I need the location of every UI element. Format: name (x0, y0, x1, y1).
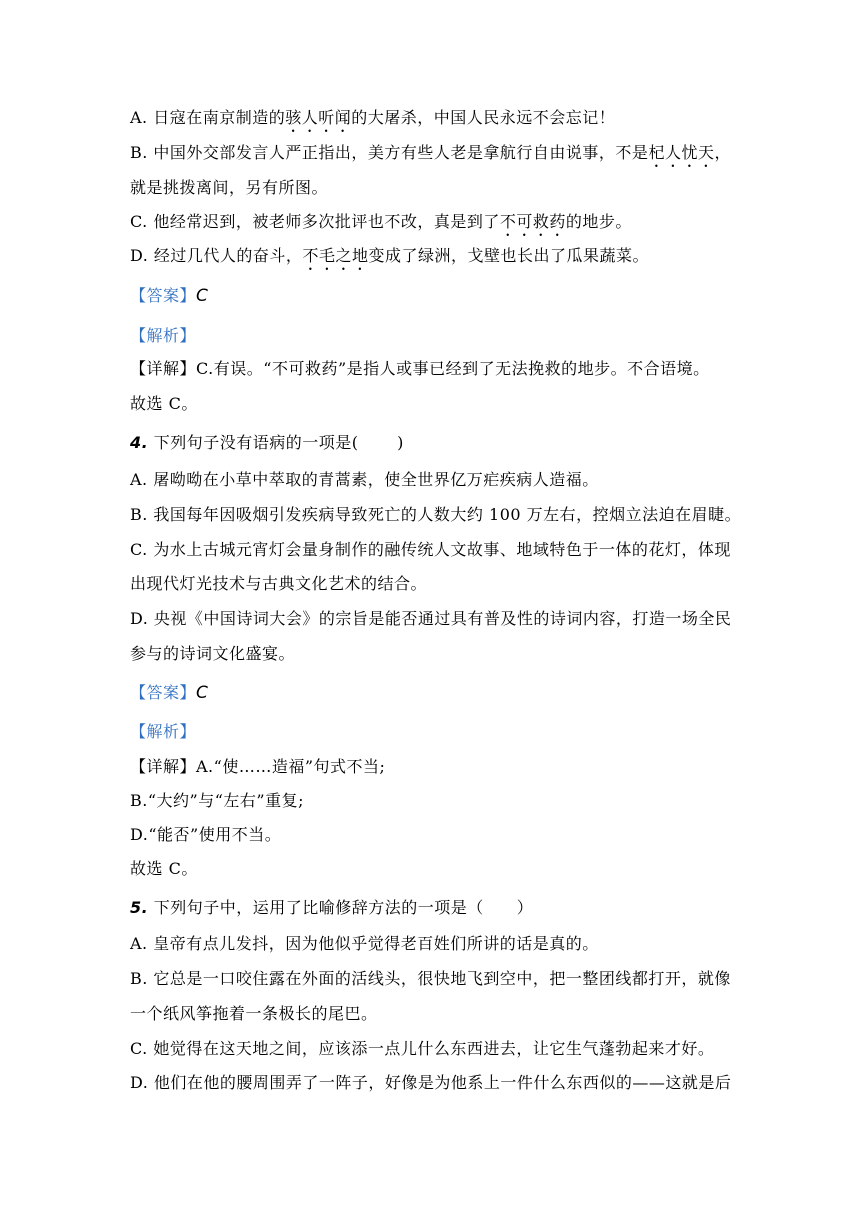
q4-answer (130, 681, 740, 705)
answer-value: C (196, 286, 209, 306)
q4-detail-b: B.“大约”与“左右”重复; (130, 791, 304, 810)
q3-option-b (130, 141, 740, 171)
option-text: 变成了绿洲，戈壁也长出了瓜果蔬菜。 (368, 246, 649, 265)
q4-detail-d: D.“能否”使用不当。 (130, 825, 282, 844)
analysis-tag: 【解析】 (130, 722, 197, 741)
emphasized-phrase: 骇人听闻 (285, 108, 352, 127)
q4-conclusion: 故选 C。 (130, 859, 198, 878)
q5-option-d: D. 他们在他的腰周围弄了一阵子，好像是为他系上一件什么东西似的——这就是后 (130, 1073, 732, 1092)
emphasized-phrase: 杞人忧天 (648, 143, 715, 162)
emphasized-phrase: 不毛之地 (302, 246, 369, 265)
option-text: B. 中国外交部发言人严正指出，美方有些人老是拿航行自由说事，不是 (130, 143, 649, 162)
q5-option-b: B. 它总是一口咬住露在外面的活线头，很快地飞到空中，把一整团线都打开，就像 (130, 969, 731, 988)
analysis-tag: 【解析】 (130, 326, 197, 345)
q3-option-d (130, 244, 740, 274)
q4-option-b: B. 我国每年因吸烟引发疾病导致死亡的人数大约 100 万左右，控烟立法迫在眉睫。 (130, 505, 742, 524)
q4-analysis-tag (130, 720, 740, 744)
option-text: 的大屠杀，中国人民永远不会忘记！ (351, 108, 616, 127)
q5-option-a: A. 皇帝有点儿发抖，因为他似乎觉得老百姓们所讲的话是真的。 (130, 934, 599, 953)
option-text: A. 日寇在南京制造的 (130, 108, 286, 127)
q3-option-a (130, 106, 740, 136)
option-text: D. 经过几代人的奋斗， (130, 246, 303, 265)
q4-detail-a: 【详解】A.“使……造福”句式不当; (130, 757, 386, 776)
q3-answer (130, 284, 740, 308)
option-text: ， (714, 143, 731, 162)
question-number: 5. (130, 898, 149, 917)
q4-option-c-cont: 出现代灯光技术与古典文化艺术的结合。 (130, 574, 428, 593)
q3-conclusion: 故选 C。 (130, 394, 198, 413)
q3-option-c (130, 210, 740, 240)
q4-option-d: D. 央视《中国诗词大会》的宗旨是能否通过具有普及性的诗词内容，打造一场全民 (130, 609, 732, 628)
question-stem: 下列句子中，运用了比喻修辞方法的一项是（ ） (148, 898, 534, 917)
emphasized-phrase: 不可救药 (499, 212, 566, 231)
answer-value: C (196, 683, 209, 703)
question-stem: 下列句子没有语病的一项是( ) (148, 433, 404, 452)
q4-option-d-cont: 参与的诗词文化盛宴。 (130, 644, 296, 663)
q4-stem (130, 431, 740, 455)
option-text: C. 他经常迟到，被老师多次批评也不改，真是到了 (130, 212, 500, 231)
q5-option-b-cont: 一个纸风筝拖着一条极长的尾巴。 (130, 1004, 378, 1023)
q5-stem (130, 896, 740, 920)
answer-tag: 【答案】 (130, 286, 197, 305)
q4-option-a: A. 屠呦呦在小草中萃取的青蒿素，使全世界亿万疟疾病人造福。 (130, 470, 599, 489)
q5-option-c: C. 她觉得在这天地之间，应该添一点儿什么东西进去，让它生气蓬勃起来才好。 (130, 1039, 715, 1058)
question-number: 4. (130, 433, 149, 452)
q3-detail: 【详解】C.有误。“不可救药”是指人或事已经到了无法挽救的地步。不合语境。 (130, 359, 710, 378)
q3-analysis-tag (130, 324, 740, 348)
q3-option-b-cont: 就是挑拨离间，另有所图。 (130, 178, 329, 197)
answer-tag: 【答案】 (130, 683, 197, 702)
q4-option-c: C. 为水上古城元宵灯会量身制作的融传统人文故事、地域特色于一体的花灯，体现 (130, 540, 731, 559)
option-text: 的地步。 (565, 212, 632, 231)
